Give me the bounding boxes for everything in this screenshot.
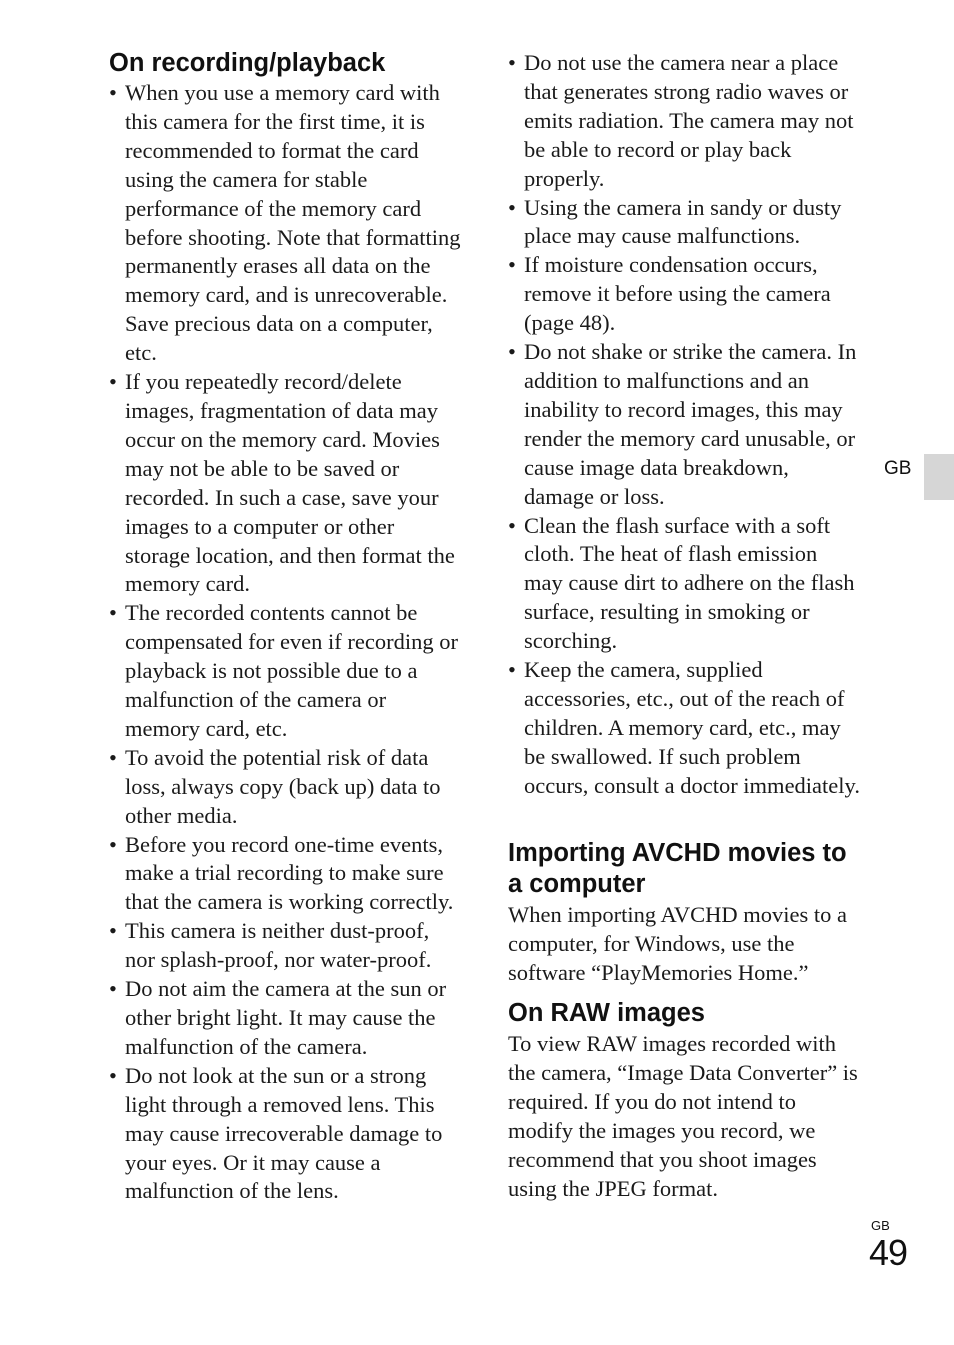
left-column: [109, 46, 461, 1206]
section-heading-avchd: Importing AVCHD movies to a computer: [508, 839, 847, 898]
section-heading-raw: On RAW images: [508, 999, 705, 1027]
list-item: • Do not aim the camera at the sun or other bright light. It may cause the malfunction of the camera.: [109, 975, 461, 1062]
list-item: • Clean the flash surface with a soft cloth. The heat of flash emission may cause dirt to adhere on the flash surface, resulting in smoking or scorching.: [508, 512, 860, 657]
list-item: • This camera is neither dust-proof, nor splash-proof, nor water-proof.: [109, 917, 461, 975]
avchd-paragraph: When importing AVCHD movies to a computer, for Windows, use the software “PlayMemories Home.”: [508, 902, 847, 985]
right-column: [508, 49, 860, 801]
list-item: • Do not look at the sun or a strong light through a removed lens. This may cause irrecoverable damage to your eyes. Or it may cause a malfunction of the lens.: [109, 1062, 461, 1207]
recording-playback-list: [109, 79, 461, 1206]
raw-paragraph: To view RAW images recorded with the camera, “Image Data Converter” is required. If you do not intend to modify the images you record, we recommend that you shoot images using the JPEG format.: [508, 1031, 858, 1201]
list-item: • Before you record one-time events, make a trial recording to make sure that the camera is working correctly.: [109, 831, 461, 918]
list-item: • When you use a memory card with this camera for the first time, it is recommended to format the card using the camera for stable performance of the memory card before shooting. Note that formatting permanently erases all data on the memory card, and is unrecoverable. Save precious data on a computer, etc.: [109, 79, 461, 368]
list-item: • To avoid the potential risk of data loss, always copy (back up) data to other media.: [109, 744, 461, 831]
list-item: • If you repeatedly record/delete images, fragmentation of data may occur on the memory card. Movies may not be able to be saved or recorded. In such a case, save your images to a computer or other storage location, and then format the memory card.: [109, 368, 461, 599]
list-item: • The recorded contents cannot be compensated for even if recording or playback is not possible due to a malfunction of the camera or memory card, etc.: [109, 599, 461, 744]
list-item: • Do not shake or strike the camera. In addition to malfunctions and an inability to record images, this may render the memory card unusable, or cause image data breakdown, damage or loss.: [508, 338, 860, 511]
side-tab-marker: [924, 454, 954, 500]
raw-section: [508, 998, 860, 1203]
list-item: • Using the camera in sandy or dusty place may cause malfunctions.: [508, 194, 860, 252]
section-heading-recording-playback: On recording/playback: [109, 49, 386, 77]
precautions-list: [508, 49, 860, 801]
list-item: • If moisture condensation occurs, remove it before using the camera (page 48).: [508, 251, 860, 338]
list-item: • Do not use the camera near a place that generates strong radio waves or emits radiation. The camera may not be able to record or play back properly.: [508, 49, 860, 194]
avchd-section: [508, 838, 860, 988]
page-number: 49: [869, 1232, 908, 1273]
side-tab-label: GB: [884, 458, 912, 479]
footer-language-code: GB: [871, 1218, 890, 1233]
list-item: • Keep the camera, supplied accessories, etc., out of the reach of children. A memory card, etc., may be swallowed. If such problem occurs, consult a doctor immediately.: [508, 656, 860, 801]
